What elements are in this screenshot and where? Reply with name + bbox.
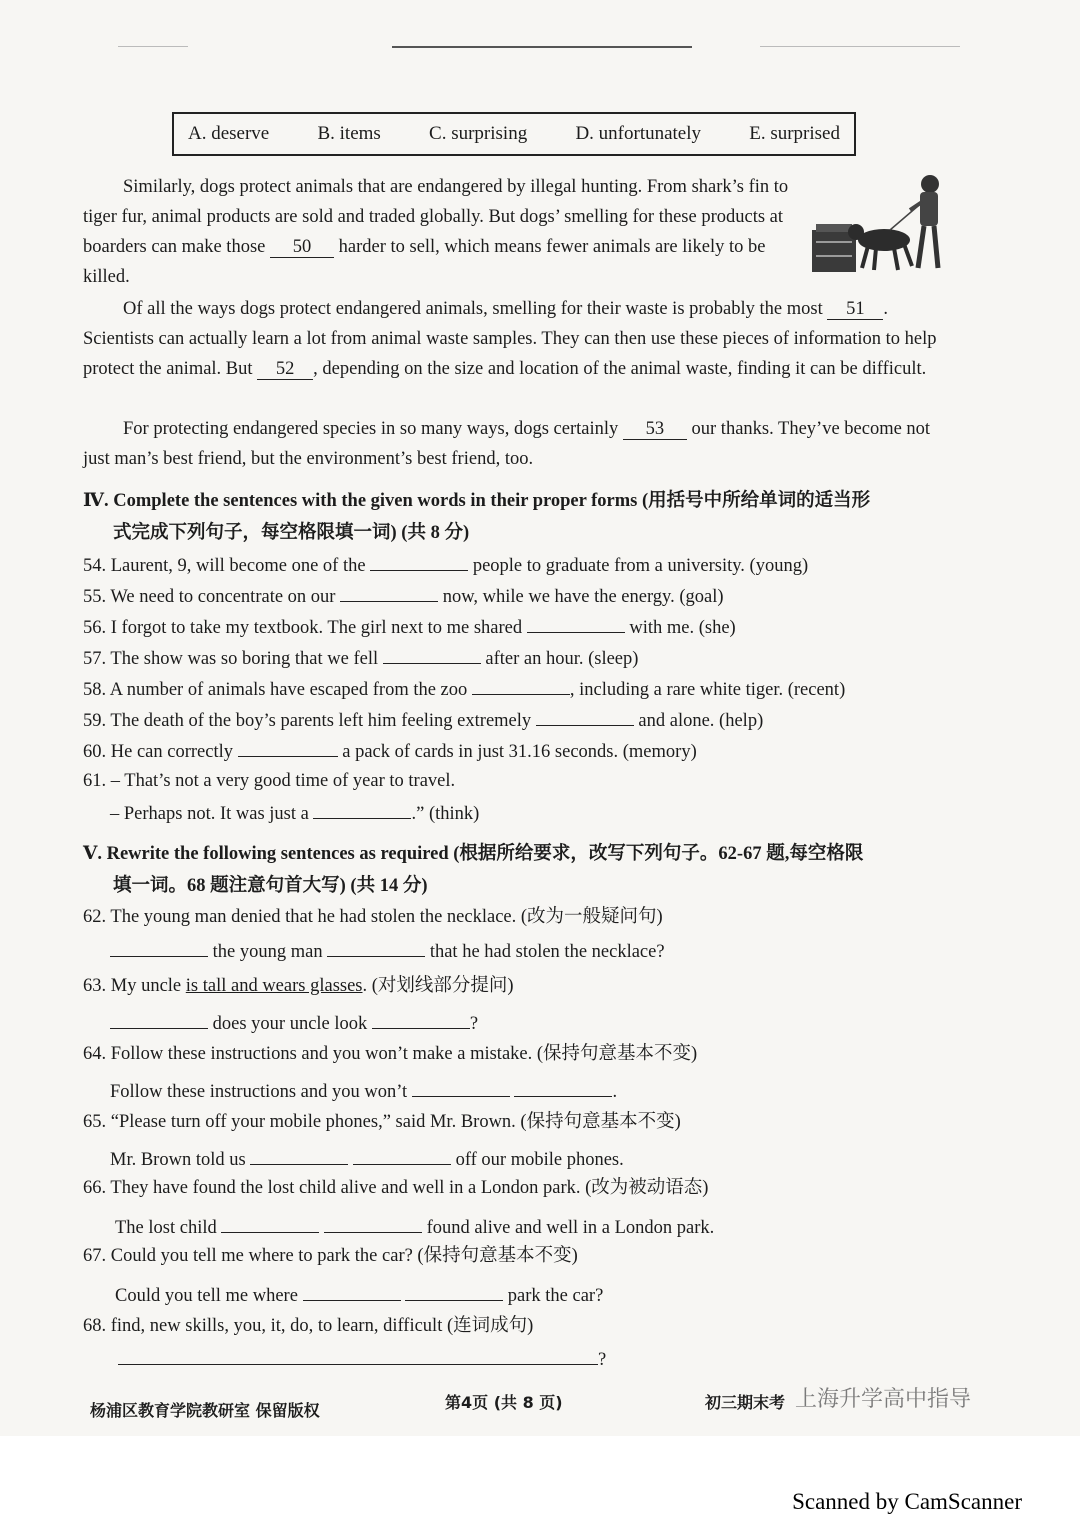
section-4-heading [83,485,983,549]
question-text: Could you tell me where [115,1286,298,1306]
question-text: 56. I forgot to take my textbook. The girl next to me shared [83,618,523,638]
underlined-phrase: is tall and wears glasses [185,976,363,996]
answer-blank[interactable] [405,1282,503,1301]
question-56 [83,614,736,640]
answer-blank[interactable] [472,676,570,695]
question-text: 66. They have found the lost child alive and well in a London park. (改为被动语态) [83,1178,709,1198]
question-text: 57. The show was so boring that we fell [83,649,379,669]
passage-paragraph-1 [83,172,797,292]
answer-blank[interactable] [536,707,634,726]
question-65 [83,1110,681,1134]
question-text: . [612,1082,618,1102]
footer-page-number: 第4页 (共 8 页) [445,1393,563,1412]
question-58 [83,676,845,702]
question-text: the young man [212,942,323,962]
question-text: . (对划线部分提问) [362,976,514,996]
question-text: off our mobile phones. [455,1150,624,1170]
question-text: 64. Follow these instructions and you won’t make a mistake. (保持句意基本不变) [83,1044,698,1064]
answer-blank[interactable] [353,1146,451,1165]
question-text: ? [598,1350,607,1370]
question-text: 55. We need to concentrate on our [83,587,336,607]
question-text: 67. Could you tell me where to park the car? (保持句意基本不变) [83,1246,578,1266]
question-61-line-2 [110,800,479,826]
question-text: found alive and well in a London park. [426,1218,715,1238]
question-text: does your uncle look [212,1014,368,1034]
watermark-text: 上海升学高中指导 [795,1387,972,1412]
answer-blank[interactable] [514,1078,612,1097]
answer-blank[interactable] [372,1010,470,1029]
answer-blank[interactable] [327,938,425,957]
question-text: 59. The death of the boy’s parents left him feeling extremely [83,711,532,731]
answer-blank[interactable] [313,800,411,819]
page-footer [90,1387,1050,1422]
header-rule-right [760,46,960,47]
question-68 [83,1314,533,1338]
question-text: Follow these instructions and you won’t [110,1082,408,1102]
section-5-title-line-1: Ⅴ. Rewrite the following sentences as required (根据所给要求，改写下列句子。62-67 题,每空格限 [83,844,864,864]
question-62-rewrite [110,938,665,964]
question-text: 54. Laurent, 9, will become one of the [83,556,366,576]
answer-blank[interactable] [250,1146,348,1165]
question-62 [83,905,663,929]
section-5-title-line-2: 填一词。68 题注意句首大写) (共 14 分) [113,876,428,896]
question-text: 65. “Please turn off your mobile phones,” said Mr. Brown. (保持句意基本不变) [83,1112,681,1132]
answer-blank[interactable] [118,1346,598,1365]
paragraph-text: Similarly, dogs protect animals that are endangered by illegal hunting. From shark’s fin to tiger fur, animal products are sold and traded globally. But dogs’ smelling for these products at boarders can make those [83,177,789,257]
paragraph-text: harder to sell, which means fewer animals are likely to be killed. [83,237,766,287]
question-60 [83,738,697,764]
answer-blank[interactable] [110,1010,208,1029]
question-67-rewrite [115,1282,603,1308]
question-text: .” (think) [411,804,480,824]
question-54 [83,552,808,578]
question-text: , including a rare white tiger. (recent) [569,680,846,700]
scanner-credit: Scanned by CamScanner [792,1489,1022,1514]
header-rule-left [118,46,188,47]
answer-blank[interactable] [383,645,481,664]
passage-paragraph-2 [83,294,953,384]
answer-blank[interactable] [412,1078,510,1097]
question-67 [83,1244,578,1268]
question-66-rewrite [115,1214,714,1240]
word-option-a: A. deserve [188,123,270,144]
blank-50: 50 [270,237,334,258]
blank-52: 52 [257,359,313,380]
question-text: and alone. (help) [638,711,764,731]
question-text: 60. He can correctly [83,742,233,762]
question-text: 58. A number of animals have escaped from the zoo [83,680,468,700]
blank-53: 53 [623,419,687,440]
question-66 [83,1176,708,1200]
question-text: – Perhaps not. It was just a [110,804,309,824]
question-text: with me. (she) [629,618,736,638]
question-text: 61. – That’s not a very good time of year to travel. [83,771,456,791]
section-5-heading [83,838,983,902]
passage-paragraph-3 [83,414,961,474]
question-text: people to graduate from a university. (young) [472,556,809,576]
blank-51: 51 [827,299,883,320]
question-57 [83,645,638,671]
question-63 [83,974,514,998]
section-4-title-line-1: Ⅳ. Complete the sentences with the given words in their proper forms (用括号中所给单词的适当形 [83,491,871,511]
paragraph-text: our thanks. They’ve become not just man’s best friend, but the environment’s best friend, too. [83,419,931,469]
question-59 [83,707,763,733]
question-text: The lost child [115,1218,217,1238]
answer-blank[interactable] [110,938,208,957]
question-text: 68. find, new skills, you, it, do, to learn, difficult (连词成句) [83,1316,534,1336]
question-text: a pack of cards in just 31.16 seconds. (memory) [342,742,697,762]
answer-blank[interactable] [303,1282,401,1301]
question-64-rewrite [110,1078,617,1104]
question-text: after an hour. (sleep) [485,649,639,669]
question-63-rewrite [110,1010,478,1036]
answer-blank[interactable] [238,738,338,757]
answer-blank[interactable] [324,1214,422,1233]
question-64 [83,1042,697,1066]
paragraph-text: , depending on the size and location of the animal waste, finding it can be difficult. [313,359,927,379]
question-55 [83,583,724,609]
answer-blank[interactable] [527,614,625,633]
paragraph-text: Of all the ways dogs protect endangered animals, smelling for their waste is probably the most [123,299,823,319]
header-rule-center [392,46,692,48]
question-text: now, while we have the energy. (goal) [442,587,724,607]
paragraph-text: . Scientists can actually learn a lot from animal waste samples. They can then use these pieces of information to help protect the animal. But [83,299,937,379]
question-text: park the car? [507,1286,604,1306]
question-text: ? [469,1014,479,1034]
question-68-rewrite [118,1346,606,1372]
answer-blank[interactable] [340,583,438,602]
section-4-title-line-2: 式完成下列句子，每空格限填一词) (共 8 分) [113,523,470,543]
word-option-b: B. items [317,123,381,144]
footer-exam-name: 初三期末考 [705,1393,786,1412]
word-option-d: D. unfortunately [575,123,702,144]
question-text: 63. My uncle [83,976,182,996]
word-option-c: C. surprising [429,123,528,144]
footer-copyright: 杨浦区教育学院教研室 保留版权 [90,1401,320,1420]
question-text: 62. The young man denied that he had stolen the necklace. (改为一般疑问句) [83,907,663,927]
question-text: Mr. Brown told us [110,1150,246,1170]
dog-and-handler-illustration [806,168,944,296]
word-bank-box [172,112,856,156]
question-text: that he had stolen the necklace? [429,942,665,962]
answer-blank[interactable] [221,1214,319,1233]
paragraph-text: For protecting endangered species in so many ways, dogs certainly [123,419,619,439]
question-65-rewrite [110,1146,624,1172]
question-61-line-1 [83,769,455,793]
word-option-e: E. surprised [749,123,840,144]
answer-blank[interactable] [370,552,468,571]
